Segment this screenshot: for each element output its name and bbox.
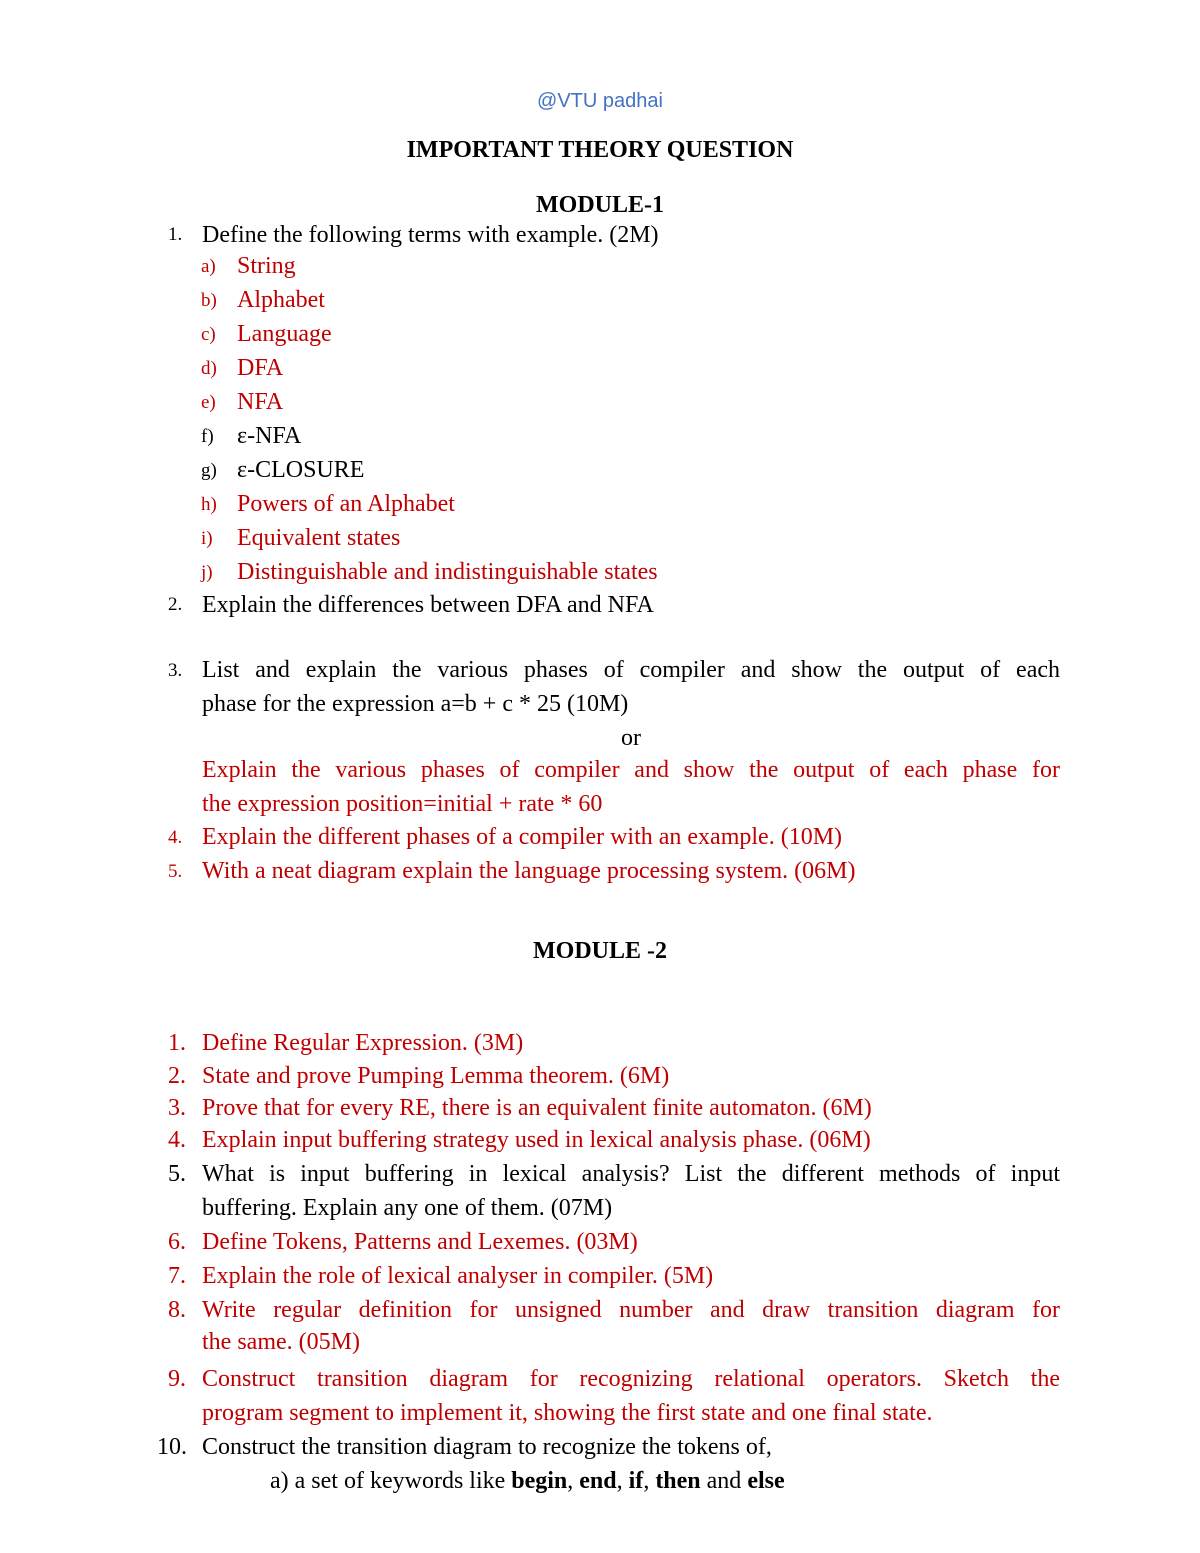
module-2-heading: MODULE -2 <box>533 938 667 964</box>
question-number: 6. <box>168 1229 186 1255</box>
term-letter: c) <box>201 324 216 345</box>
question-text: List and explain the various phases of compiler and show the output of each <box>202 657 1060 683</box>
term-letter: i) <box>201 528 213 549</box>
question-text: Construct transition diagram for recognizing relational operators. Sketch the <box>202 1366 1060 1392</box>
term-text: DFA <box>237 355 284 381</box>
question-text: Prove that for every RE, there is an equivalent finite automaton. (6M) <box>202 1095 872 1121</box>
question-number: 2. <box>168 1063 186 1089</box>
question-text: State and prove Pumping Lemma theorem. (6M) <box>202 1063 670 1089</box>
question-number: 1. <box>168 1030 186 1056</box>
term-letter: j) <box>201 562 213 583</box>
term-letter: b) <box>201 290 217 311</box>
separator: , <box>567 1468 574 1494</box>
watermark: @VTU padhai <box>537 90 663 112</box>
question-number: 3. <box>168 1095 186 1121</box>
question-text: What is input buffering in lexical analysis? List the different methods of input <box>202 1161 1060 1187</box>
question-text: Explain the different phases of a compiler with an example. (10M) <box>202 824 843 850</box>
term-letter: d) <box>201 358 217 379</box>
term-text: ε-NFA <box>237 423 302 449</box>
question-number: 4. <box>168 1127 186 1153</box>
question-number: 1. <box>168 224 183 245</box>
question-number: 4. <box>168 827 183 848</box>
sub-question-letter: a) <box>270 1468 289 1494</box>
question-number: 5. <box>168 1161 186 1187</box>
question-text-continued: buffering. Explain any one of them. (07M) <box>202 1195 613 1221</box>
sub-question-prefix: a set of keywords like <box>294 1468 506 1494</box>
question-number: 5. <box>168 861 183 882</box>
term-letter: f) <box>201 426 214 447</box>
question-text: Define the following terms with example. (2M) <box>202 222 659 248</box>
alternate-question-text: Explain the various phases of compiler and show the output of each phase for <box>202 757 1060 783</box>
question-text: Define Tokens, Patterns and Lexemes. (03M) <box>202 1229 638 1255</box>
keyword-else: else <box>747 1468 785 1494</box>
term-letter: h) <box>201 494 217 515</box>
question-text: Define Regular Expression. (3M) <box>202 1030 524 1056</box>
question-text: Construct the transition diagram to recognize the tokens of, <box>202 1434 772 1460</box>
question-number: 8. <box>168 1297 186 1323</box>
term-text: Powers of an Alphabet <box>237 491 455 517</box>
term-letter: a) <box>201 256 216 277</box>
question-number: 3. <box>168 660 183 681</box>
conjunction: and <box>706 1468 742 1494</box>
keyword-end: end <box>579 1468 617 1494</box>
term-text: ε-CLOSURE <box>237 457 365 483</box>
term-letter: g) <box>201 460 217 481</box>
question-text: Write regular definition for unsigned number and draw transition diagram for <box>202 1297 1060 1323</box>
question-number: 10. <box>157 1434 187 1460</box>
sub-question-a <box>270 1466 785 1496</box>
keyword-begin: begin <box>511 1468 568 1494</box>
or-separator: or <box>621 725 641 751</box>
question-text: With a neat diagram explain the language processing system. (06M) <box>202 858 856 884</box>
term-text: Equivalent states <box>237 525 401 551</box>
term-letter: e) <box>201 392 216 413</box>
module-1-heading: MODULE-1 <box>536 192 664 218</box>
question-text-continued: program segment to implement it, showing the first state and one final state. <box>202 1400 933 1426</box>
question-text-continued: phase for the expression a=b + c * 25 (10M) <box>202 691 629 717</box>
question-number: 9. <box>168 1366 186 1392</box>
page-title: IMPORTANT THEORY QUESTION <box>406 137 794 163</box>
keyword-if: if <box>628 1468 644 1494</box>
keyword-then: then <box>655 1468 701 1494</box>
term-text: Distinguishable and indistinguishable states <box>237 559 658 585</box>
alternate-question-text-continued: the expression position=initial + rate * 60 <box>202 791 603 817</box>
question-number: 2. <box>168 594 183 615</box>
term-text: String <box>237 253 296 279</box>
term-text: NFA <box>237 389 284 415</box>
question-text-continued: the same. (05M) <box>202 1329 360 1355</box>
term-text: Language <box>237 321 332 347</box>
question-text: Explain the role of lexical analyser in compiler. (5M) <box>202 1263 714 1289</box>
question-text: Explain the differences between DFA and NFA <box>202 592 654 618</box>
term-text: Alphabet <box>237 287 325 313</box>
separator: , <box>616 1468 623 1494</box>
question-number: 7. <box>168 1263 186 1289</box>
question-text: Explain input buffering strategy used in lexical analysis phase. (06M) <box>202 1127 871 1153</box>
separator: , <box>643 1468 650 1494</box>
